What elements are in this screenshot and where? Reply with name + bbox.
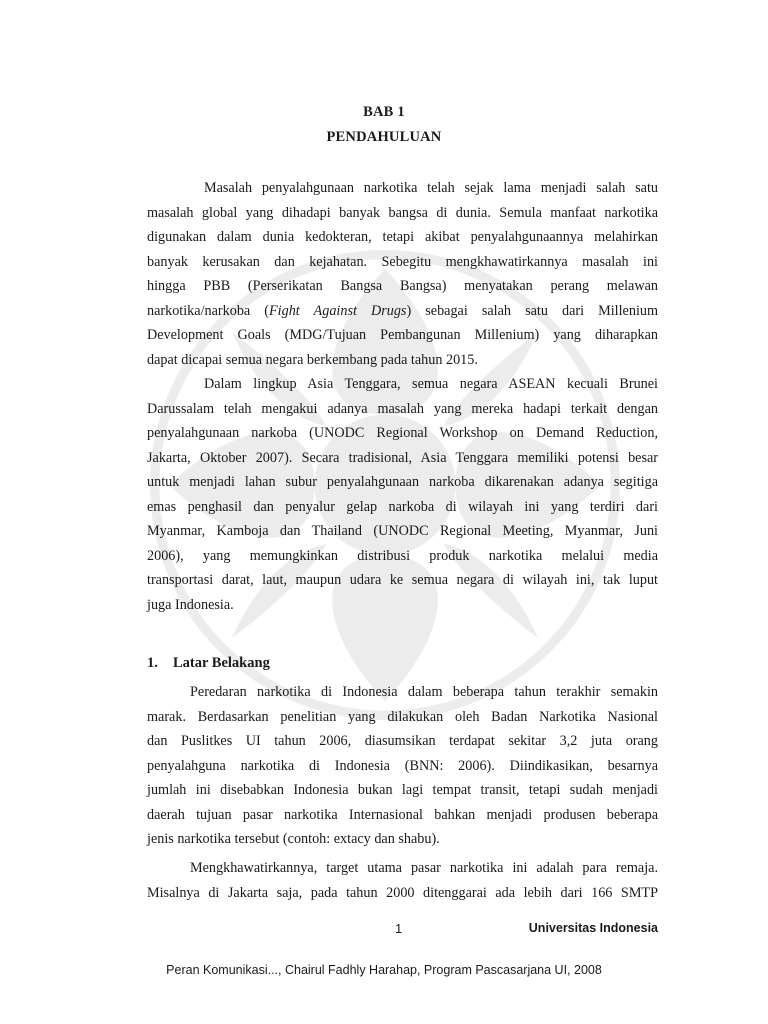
text-line-with-italic	[147, 299, 658, 324]
chapter-title: PENDAHULUAN	[326, 129, 442, 145]
italic-term: Fight Against Drugs	[269, 302, 407, 319]
text-line: emas penghasil dan penyalur gelap narkoba di wilayah ini yang terdiri dari	[147, 498, 658, 515]
university-name: Universitas Indonesia	[528, 921, 658, 935]
text-line: masalah global yang dihadapi banyak bangsa di dunia. Semula manfaat narkotika	[147, 204, 658, 221]
text-line: banyak kerusakan dan kejahatan. Sebegitu mengkhawatirkannya masalah ini	[147, 253, 658, 270]
text-line: dan Puslitkes UI tahun 2006, diasumsikan terdapat sekitar 3,2 juta orang	[147, 733, 658, 749]
text-run: ) sebagai salah satu dari Millenium	[406, 302, 659, 319]
section-number: 1.	[147, 655, 158, 671]
text-line: untuk menjadi lahan subur penyalahgunaan narkoba dikarenakan adanya segitiga	[147, 474, 658, 490]
text-line: juga Indonesia.	[147, 596, 234, 613]
text-line: penyalahgunaan narkoba (UNODC Regional Workshop on Demand Reduction,	[147, 425, 658, 441]
section-title: Latar Belakang	[173, 655, 270, 671]
text-line: digunakan dalam dunia kedokteran, tetapi akibat penyalahgunaannya melahirkan	[147, 229, 658, 245]
intro-paragraph-2	[147, 372, 658, 617]
intro-paragraph-1	[147, 176, 658, 372]
text-line: dapat dicapai semua negara berkembang pada tahun 2015.	[147, 351, 478, 368]
text-line: Mengkhawatirkannya, target utama pasar narkotika ini adalah para remaja.	[190, 860, 658, 876]
chapter-label: BAB 1	[363, 104, 405, 120]
text-run: narkotika/narkoba (	[147, 302, 270, 319]
text-line: Dalam lingkup Asia Tenggara, semua negara ASEAN kecuali Brunei	[204, 376, 658, 392]
page-number: 1	[395, 921, 403, 936]
text-line: Darussalam telah mengakui adanya masalah yang mereka hadapi terkait dengan	[147, 400, 658, 417]
text-line: daerah tujuan pasar narkotika Internasional bahkan menjadi produsen beberapa	[147, 806, 658, 823]
section1-paragraph-1	[147, 680, 658, 852]
text-line: Peredaran narkotika di Indonesia dalam beberapa tahun terakhir semakin	[190, 684, 658, 700]
text-line: Myanmar, Kamboja dan Thailand (UNODC Regional Meeting, Myanmar, Juni	[147, 523, 658, 539]
text-line: Jakarta, Oktober 2007). Secara tradisional, Asia Tenggara memiliki potensi besar	[147, 449, 658, 466]
text-line: Masalah penyalahgunaan narkotika telah sejak lama menjadi salah satu	[204, 180, 658, 196]
text-line: hingga PBB (Perserikatan Bangsa Bangsa) menyatakan perang melawan	[147, 278, 658, 294]
text-line: transportasi darat, laut, maupun udara ke semua negara di wilayah ini, tak luput	[147, 572, 658, 588]
text-line: jumlah ini disebabkan Indonesia bukan lagi tempat transit, tetapi sudah menjadi	[147, 782, 658, 798]
text-line: jenis narkotika tersebut (contoh: extacy dan shabu).	[147, 831, 440, 847]
text-line: Misalnya di Jakarta saja, pada tahun 2000 ditenggarai ada lebih dari 166 SMTP	[147, 884, 658, 901]
text-line: Development Goals (MDG/Tujuan Pembangunan Millenium) yang diharapkan	[147, 327, 658, 343]
text-line: 2006), yang memungkinkan distribusi produk narkotika melalui media	[147, 547, 658, 564]
document-credit: Peran Komunikasi..., Chairul Fadhly Harahap, Program Pascasarjana UI, 2008	[166, 963, 602, 977]
section-heading-latar-belakang	[147, 655, 270, 672]
text-line: marak. Berdasarkan penelitian yang dilakukan oleh Badan Narkotika Nasional	[147, 708, 658, 725]
text-line: penyalahguna narkotika di Indonesia (BNN: 2006). Diindikasikan, besarnya	[147, 757, 658, 774]
section1-paragraph-2	[147, 856, 658, 905]
